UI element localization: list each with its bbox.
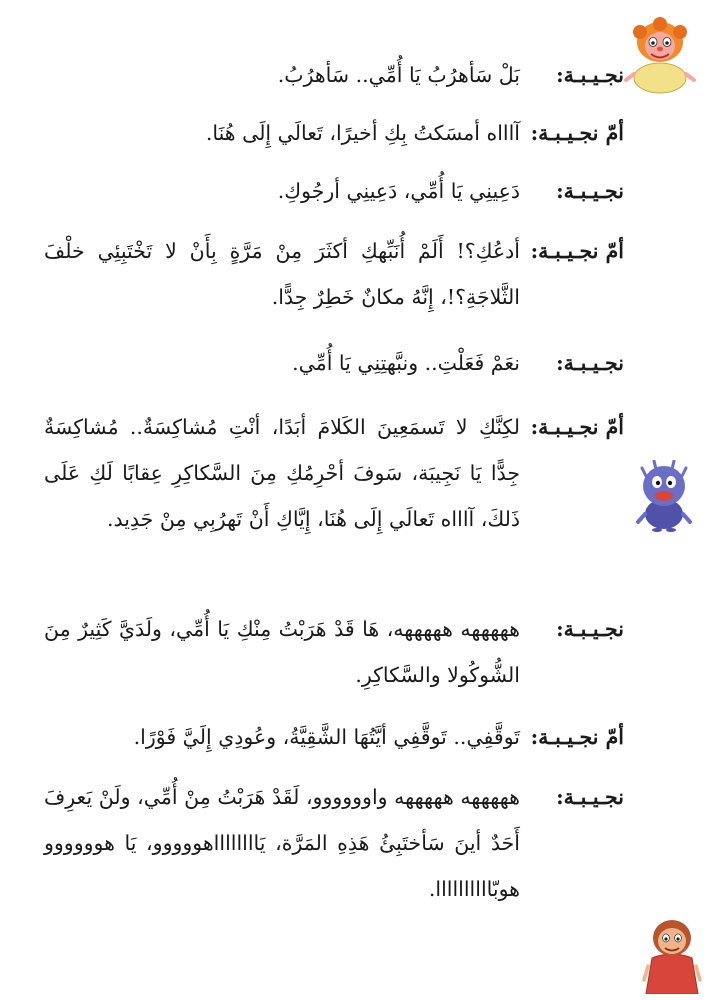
puppet-girl-icon bbox=[620, 14, 700, 94]
dialogue-text: آاااه أمسَكتُ بِكِ أخيرًا، تَعالَي إِلَى هُنَا. bbox=[205, 121, 520, 145]
dialogue-line bbox=[44, 168, 624, 214]
dialogue-text: بَلْ سَأهرُبُ يَا أُمِّي.. سَأهرُبُ. bbox=[277, 63, 520, 87]
dialogue-line bbox=[44, 110, 624, 156]
dialogue-line bbox=[44, 774, 624, 912]
puppet-monster-icon bbox=[634, 460, 694, 532]
dialogue-text: تَوقَّفِي.. تَوقَّفِي أيَّتُهَا الشَّقِيَّةُ، وعُودِي إِلَيَّ فَوْرًا. bbox=[133, 725, 520, 749]
speaker-label: نجـيـبـة: bbox=[556, 63, 624, 87]
speaker-label: أمّ نجـيـبـة: bbox=[530, 415, 624, 439]
dialogue-line bbox=[44, 606, 624, 698]
dialogue-line bbox=[44, 404, 624, 542]
dialogue-line bbox=[44, 228, 624, 320]
dialogue-text: أدعُكِ؟! أَلَمْ أُنَبِّهكِ أكثَرَ مِنْ مَرَّةٍ بِأَنْ لا تَخْتَبِئِي خلْفَ الثَّلاجَةِ؟!، إِنَّهُ مكانٌ خَطِرٌ جِدًّا. bbox=[44, 239, 520, 309]
dialogue-line bbox=[44, 52, 624, 98]
speaker-label: نجـيـبـة: bbox=[556, 179, 624, 203]
dialogue-line bbox=[44, 714, 624, 760]
speaker-label: أمّ نجـيـبـة: bbox=[530, 121, 624, 145]
speaker-label: نجـيـبـة: bbox=[556, 785, 624, 809]
dialogue-text: دَعِينِي يَا أُمِّي، دَعِينِي أرجُوكِ. bbox=[277, 179, 520, 203]
speaker-label: أمّ نجـيـبـة: bbox=[530, 239, 624, 263]
dialogue-text: هههههه هههههه واوووووو، لَقَدْ هَرَبْتُ مِنْ أُمِّي، ولَنْ يَعرِفَ أَحَدٌ أينَ سَأختَبِئُ هَذِهِ المَرَّة، يَااااااااهووووو، يَا هوووووو هوبّاااااااااا. bbox=[44, 785, 520, 901]
dialogue-text: هههههه هههههه، هَا قَدْ هَرَبْتُ مِنْكِ يَا أُمِّي، ولَدَيَّ كَثِيرٌ مِنَ الشُّوكُولا والسَّكاكِرِ. bbox=[44, 617, 520, 687]
dialogue-text: نعَمْ فَعَلْتِ.. ونبَّهتِنِي يَا أُمِّي. bbox=[292, 351, 520, 375]
dialogue-line bbox=[44, 340, 624, 386]
speaker-label: أمّ نجـيـبـة: bbox=[530, 725, 624, 749]
speaker-label: نجـيـبـة: bbox=[556, 617, 624, 641]
puppet-woman-icon bbox=[640, 914, 704, 994]
speaker-label: نجـيـبـة: bbox=[556, 351, 624, 375]
dialogue-text: لكِنَّكِ لا تَسمَعِينَ الكَلامَ أبَدًا، أنْتِ مُشاكِسَةٌ.. مُشاكِسَةٌ جِدًّا يَا نَجِيبَة، سَوفَ أحْرِمُكِ مِنَ السَّكاكِرِ عِقابًا لَكِ عَلَى ذَلكَ، آاااه تَعالَي إِلَى هُنَا، إِيَّاكِ أَنْ تَهرُبِي مِنْ جَدِيد. bbox=[44, 415, 520, 531]
